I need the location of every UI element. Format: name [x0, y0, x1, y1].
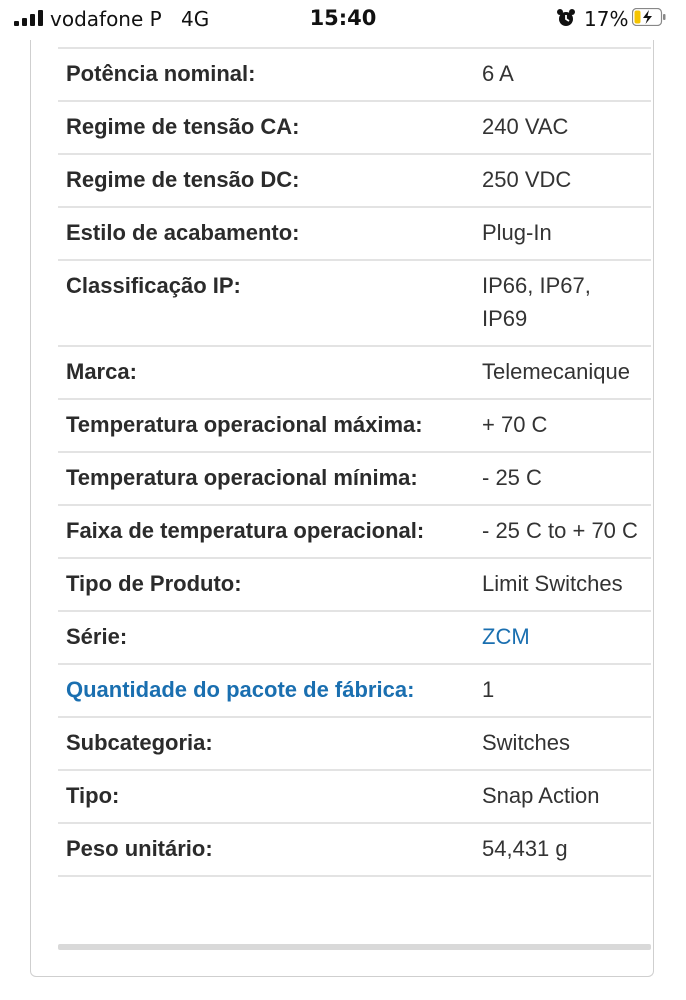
- spec-value: Limit Switches: [474, 558, 651, 611]
- table-row: [58, 101, 651, 154]
- spec-label: Tipo de Produto:: [58, 558, 474, 611]
- battery-icon: [632, 8, 666, 26]
- spec-label: Regime de tensão CA:: [58, 101, 474, 154]
- alarm-icon: [556, 8, 576, 28]
- spec-label: Faixa de temperatura operacional:: [58, 505, 474, 558]
- spec-label-link[interactable]: [58, 664, 474, 717]
- table-row: [58, 48, 651, 101]
- spec-value: IP66, IP67, IP69: [474, 260, 651, 346]
- spec-value-link[interactable]: [474, 611, 651, 664]
- table-row: [58, 505, 651, 558]
- clock: 15:40: [309, 6, 377, 30]
- specifications-table: [58, 47, 651, 877]
- spec-label: Classificação IP:: [58, 260, 474, 346]
- spec-label: Peso unitário:: [58, 823, 474, 876]
- factory-pack-quantity-link[interactable]: Quantidade do pacote de fábrica:: [66, 677, 415, 702]
- table-row: [58, 770, 651, 823]
- horizontal-scrollbar[interactable]: [58, 944, 651, 950]
- spec-value: 6 A: [474, 48, 651, 101]
- spec-value: 240 VAC: [474, 101, 651, 154]
- spec-value: 250 VDC: [474, 154, 651, 207]
- spec-value: Switches: [474, 717, 651, 770]
- spec-value: - 25 C to + 70 C: [474, 505, 651, 558]
- spec-label: Série:: [58, 611, 474, 664]
- spec-label: Subcategoria:: [58, 717, 474, 770]
- table-row: [58, 717, 651, 770]
- carrier-name: vodafone P: [50, 7, 162, 31]
- spec-label: Temperatura operacional mínima:: [58, 452, 474, 505]
- spec-label: Marca:: [58, 346, 474, 399]
- spec-value: 1: [474, 664, 651, 717]
- spec-label: Regime de tensão DC:: [58, 154, 474, 207]
- table-row: [58, 346, 651, 399]
- spec-value: Telemecanique: [474, 346, 651, 399]
- status-bar: [0, 0, 686, 40]
- spec-value: Snap Action: [474, 770, 651, 823]
- table-row: [58, 452, 651, 505]
- table-row: [58, 207, 651, 260]
- table-row: [58, 664, 651, 717]
- spec-value: Plug-In: [474, 207, 651, 260]
- spec-value: + 70 C: [474, 399, 651, 452]
- table-row: [58, 611, 651, 664]
- table-row: [58, 260, 651, 346]
- network-type: 4G: [181, 7, 210, 31]
- series-link[interactable]: ZCM: [482, 624, 530, 649]
- spec-label: Estilo de acabamento:: [58, 207, 474, 260]
- spec-label: Potência nominal:: [58, 48, 474, 101]
- table-row: [58, 399, 651, 452]
- spec-value: - 25 C: [474, 452, 651, 505]
- spec-label: Tipo:: [58, 770, 474, 823]
- spec-label: Temperatura operacional máxima:: [58, 399, 474, 452]
- battery-percent: 17%: [584, 7, 629, 31]
- spec-value: 54,431 g: [474, 823, 651, 876]
- table-row: [58, 558, 651, 611]
- table-row: [58, 823, 651, 876]
- table-row: [58, 154, 651, 207]
